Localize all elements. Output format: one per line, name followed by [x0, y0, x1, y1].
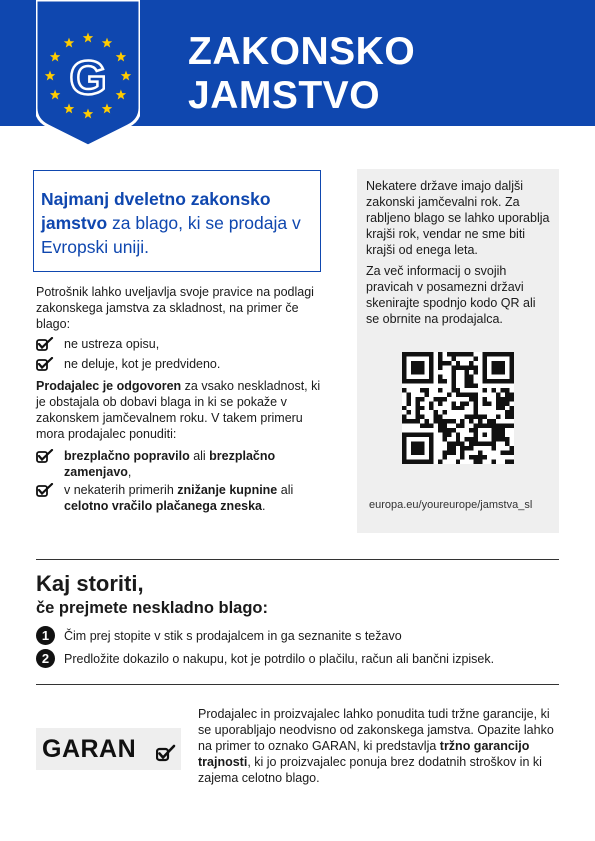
seller-item-2-text — [36, 482, 326, 514]
intro-box — [33, 170, 321, 272]
garan-logo-text: GARAN — [42, 735, 137, 763]
repair-bold: brezplačno popravilo — [64, 449, 190, 463]
garan-paragraph — [198, 706, 560, 786]
step-number-badge: 2 — [36, 649, 55, 668]
section-title: Kaj storiti, — [36, 571, 144, 596]
seller-rest: za vsako neskladnost, ki je obstajala ob dobavi blaga in ki se pokaže v zakonskem jamčevalnem roku. V takem primeru mora prodajalec ponuditi: — [36, 379, 321, 441]
title-line-1: ZAKONSKO — [188, 30, 416, 73]
divider — [36, 684, 559, 685]
item2-start: v nekaterih primerih — [64, 483, 178, 497]
intro-bold: Najmanj dveletno zakonsko jamstvo — [41, 189, 271, 233]
info-panel — [357, 169, 559, 533]
item2-end: . — [262, 499, 266, 513]
eu-guarantee-shield-icon — [36, 0, 140, 146]
replacement-bold: brezplačno zamenjavo — [64, 449, 276, 479]
step-1 — [36, 628, 402, 644]
item1-end: , — [127, 465, 132, 479]
rights-paragraph: Potrošnik lahko uveljavlja svoje pravice na podlagi zakonskega jamstva za skladnost, na primer če blago: — [36, 285, 314, 331]
rights-item-1 — [36, 336, 326, 352]
section-subtitle: če prejmete neskladno blago: — [36, 599, 268, 617]
step-2-text: Predložite dokazilo o nakupu, kot je potrdilo o plačilu, račun ali bančni izpisek. — [64, 652, 495, 666]
intro-rest: za blago, ki se prodaja v Evropski uniji. — [41, 213, 301, 257]
check-icon — [36, 449, 54, 463]
step-number-badge: 1 — [36, 626, 55, 645]
step-2 — [36, 651, 494, 667]
seller-item-1 — [36, 448, 326, 480]
item2-middle: ali — [277, 483, 294, 497]
seller-bold: Prodajalec je odgovoren — [36, 379, 182, 393]
garan-para-bold: tržno garancijo trajnosti — [198, 739, 530, 769]
price-reduction-bold: znižanje kupnine — [177, 483, 278, 497]
seller-paragraph — [36, 378, 326, 442]
page-title — [188, 30, 415, 118]
step-1-text: Čim prej stopite v stik s prodajalcem in ga seznanite s težavo — [64, 629, 402, 643]
check-icon — [36, 337, 54, 351]
refund-bold: celotno vračilo plačanega zneska — [64, 499, 262, 513]
check-icon — [36, 357, 54, 371]
garan-label-logo — [36, 728, 181, 770]
garan-para-start: Prodajalec in proizvajalec lahko ponudita tudi tržne garancije, ki se uporabljajo neodvisno od zakonskega jamstva. Opazite lahko na primer to oznako GARAN, ki predstavlja — [198, 707, 554, 753]
check-icon — [156, 744, 176, 762]
title-line-2: JAMSTVO — [188, 74, 381, 117]
info-text-more-info: Za več informacij o svojih pravicah v posamezni državi skenirajte spodnjo kodo QR ali se obrnite na prodajalca. — [366, 264, 536, 326]
info-url[interactable]: europa.eu/youreurope/jamstva_sl — [369, 499, 533, 511]
check-icon — [36, 483, 54, 497]
rights-item-2 — [36, 356, 326, 372]
divider — [36, 559, 559, 560]
rights-item-1-text: ne ustreza opisu, — [64, 337, 160, 351]
shield-letter: G — [69, 52, 107, 105]
seller-item-2 — [36, 482, 326, 514]
rights-item-2-text: ne deluje, kot je predvideno. — [64, 357, 221, 371]
seller-item-1-text — [36, 448, 326, 480]
info-text-longer-period: Nekatere države imajo daljši zakonski jamčevalni rok. Za rabljeno blago se lahko uporablja krajši rok, vendar ne sme biti krajši od enega leta. — [366, 179, 550, 257]
item1-middle: ali — [189, 449, 210, 463]
garan-para-end: , ki jo proizvajalec ponuja brez dodatnih stroškov in ki zajema celotno blago. — [198, 755, 542, 785]
qr-code[interactable] — [402, 352, 514, 464]
